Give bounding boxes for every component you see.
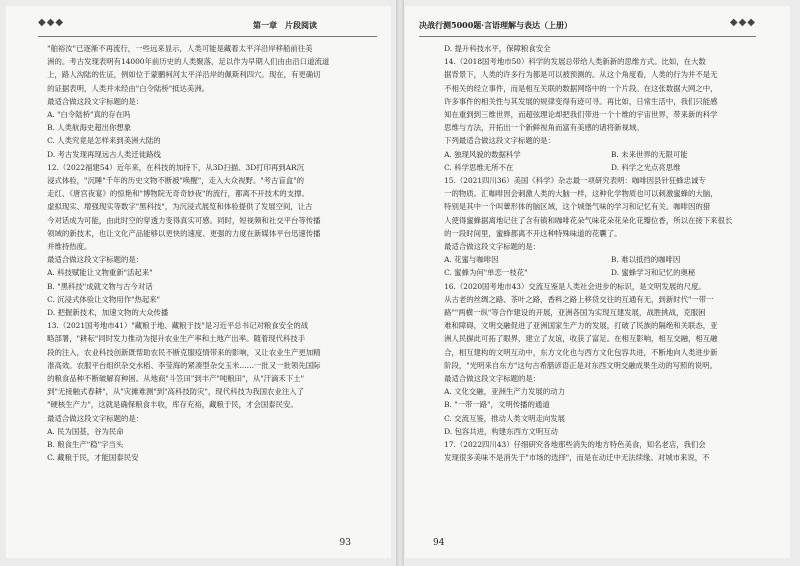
text-line: A. "白令陆桥"真的存在吗 xyxy=(47,110,131,120)
book-title: 决战行测5000题·言语理解与表达（上册） xyxy=(419,20,573,30)
left-page xyxy=(6,6,391,558)
text-line: 今对话成为可能，由此时空的穿透力变得真实可感。同时，短视频和社交平台等传播 xyxy=(47,215,321,225)
answer-option: D. 蜜蜂学习和记忆的奥秘 xyxy=(611,268,696,278)
text-line: 13.（2021国考地市41）"藏粮于地、藏粮于技"是习近平总书记对粮食安全的战 xyxy=(47,321,309,331)
text-line: 下列最适合做这段文字标题的是： xyxy=(444,136,555,146)
text-line: C. 沉浸式体验让文物用作"热起来" xyxy=(47,294,161,304)
text-line: 合，相互建构的文明互动中，东方文化也与西方文化包容共进，不断地向人类进步新 xyxy=(444,347,718,357)
text-line: D. 考古发现再现远古人类迁徙路线 xyxy=(47,149,161,159)
chapter-title: 第一章 片段阅读 xyxy=(253,20,317,30)
text-line: A. 科技赋能让文物重新"活起来" xyxy=(47,268,153,278)
text-line: 到"无接触式春耕"，从"灾摊难测"到"高科技防灾"，现代科技为我国农业注入了 xyxy=(47,387,304,397)
text-line: A. 民为国基，谷为民命 xyxy=(47,426,124,436)
text-line: 17.（2022四川43）仔细研究各地那些消失的地方特色美食，知名老店，我们会 xyxy=(444,440,706,450)
text-line: 的一段时间里，蜜蜂都离不开这种特殊味道的花囊了。 xyxy=(444,228,622,238)
text-line: 16.（2020国考地市43）交流互鉴是人类社会进步的标识，是文明发展的尺度。 xyxy=(444,281,706,291)
text-line: 洲的。考古发现表明有14000年前历史的人类聚落，足以作为早期人们由由沿口道流道 xyxy=(47,57,330,67)
header-ornament: ◆◆◆ xyxy=(729,17,756,28)
left-body-text xyxy=(36,42,376,465)
text-line: 洲人民摒此可拓了眼界，建立了友谊，收获了富足。在相互影响，相互交融，相互融 xyxy=(444,334,718,344)
right-page xyxy=(405,6,790,558)
text-line: 一的物质。汇咖啡因会刺激人类的大脑一样，这种化学物质也可以刺激蜜蜂的大脑， xyxy=(444,189,718,199)
page-number: 94 xyxy=(433,538,445,548)
answer-option: A. 独现风貌的数据科学 xyxy=(444,149,521,159)
text-line xyxy=(433,148,778,161)
text-line: B. "黑科技"成就文物与古今对话 xyxy=(47,281,153,291)
text-line: 知在重到到三维世界，而超弦理论却把我们带进一个十维的宇宙世界，带来新的科学 xyxy=(444,110,718,120)
text-line: 最适合做这段文字标题的是： xyxy=(47,96,144,106)
answer-option: C. 蜜蜂为何"单恋一枝花" xyxy=(444,268,528,278)
text-line: 浸式体验，"沉睡"千年的历史文物不断被"唤醒"，走入大众视野。"考古盲盒"的 xyxy=(47,176,304,186)
text-line: 的证据表明，人类并未经由"白令陆桥"抵达美洲。 xyxy=(47,83,210,93)
text-line: C. 交流互鉴，推动人类文明走向发展 xyxy=(444,413,566,423)
text-line: 从古老的丝绸之路、茶叶之路，香料之路上移货交往的互通有无，到新时代"一带一 xyxy=(444,294,714,304)
text-line: 不相关的经立事件，而是相互关联的数据网络中的一个片段。在这张数据大网之中， xyxy=(444,83,718,93)
text-line: D. 把握新技术，加速文物的大众传播 xyxy=(47,308,169,318)
text-line: 领域的新技术，也让文化产品能够以更快的速度、更强的力度在新媒体平台迅速传播 xyxy=(47,228,321,238)
text-line: 15.（2021四川36）美国《科学》杂志最一项研究表明：咖啡因县针狂蜂忠诚专 xyxy=(444,176,706,186)
text-line: 段的注入，农业科技创新既帮助农民不断克服疫情带来的影响，又让农业生产更加精 xyxy=(47,347,321,357)
text-line: 思维与方法，开拓出一个新鲜视角而富有美感的诸将新视域。 xyxy=(444,123,644,133)
text-line: 人使得蜜蜂据离地记住了含有镇和咖啡花朵气味花朵花朵化花瓣位香，所以在接下来很长 xyxy=(444,215,733,225)
answer-option: C. 科学思维无所不在 xyxy=(444,162,514,172)
text-line: 的粮食品种不断破解育种困。从地商"斗笠田"到丰产"吨粮田"，从"汗滴禾下土" xyxy=(47,374,304,384)
book-gutter xyxy=(396,0,404,566)
text-line: B. "一带一路"，文明传播的通道 xyxy=(444,400,550,410)
text-line: 走红、《唐宫夜宴》的惊艳和"博物院无奇奇妙夜"的流行，都离不开技术的支撑。 xyxy=(47,189,309,199)
text-line: C. 人类究竟是怎样来到美洲大陆的 xyxy=(47,136,161,146)
text-line: D. 提升科技水平，保障粮食安全 xyxy=(444,44,551,53)
text-line: 路""两横一纵"等合作建设的开展，亚洲各国为实现互建发展，战胜挑战，克服困 xyxy=(444,308,706,318)
text-line xyxy=(433,266,778,279)
text-line: 发现很多美味不是消失于"市场的选择"，而是在动迁中无法续缘。对城市来说，不 xyxy=(444,453,710,463)
left-header xyxy=(38,14,377,37)
answer-option: B. 难以抵挡的咖啡因 xyxy=(611,255,681,265)
page-number: 93 xyxy=(339,538,351,548)
text-line xyxy=(433,161,778,174)
text-line: 并维持热度。 xyxy=(47,242,92,252)
text-line: "硬核生产力"，这就是确保粮食丰收，库存充裕，藏粮于民，才会国泰民安。 xyxy=(47,400,298,410)
text-line: 准高效。农服平台组织杂交水稻、李莹海的紧凑型杂交玉米……一批又一批领先国际 xyxy=(47,360,321,370)
right-header xyxy=(419,14,756,37)
text-line: D. 包容共进，构建东西方文明互动 xyxy=(444,426,558,436)
right-body-text xyxy=(433,42,778,465)
answer-option: D. 科学之光点亮思维 xyxy=(611,162,681,172)
text-line: 许多事件的相关性与其发展的规律变得有迹可寻。再比如，日常生活中，我们只能感 xyxy=(444,96,718,106)
text-line: 最适合做这段文字标题的是： xyxy=(47,413,144,423)
text-line: B. 人类航海史超出你想象 xyxy=(47,123,132,133)
text-line: A. 文化交融，亚洲生产力发展的动力 xyxy=(444,387,565,397)
text-line: 难和障碍，文明交融促进了亚洲国家生产力的发展，打破了民族的隔绝和关联态，亚 xyxy=(444,321,718,331)
header-ornament: ◆◆◆ xyxy=(38,17,65,28)
text-line: 特别是其中一个叫蕈形体的脑区域，这个城堡气味的学习和记忆有关。咖啡因的猎 xyxy=(444,202,711,212)
answer-option: A. 花蜜与咖啡因 xyxy=(444,255,499,265)
text-line: 略部署，"耕耘"同时发力推动为提升农业生产率和土地产出率。随着现代科技手 xyxy=(47,334,306,344)
text-line: 最适合做这段文字标题的是： xyxy=(444,374,541,384)
text-line xyxy=(433,253,778,266)
text-line: 阶段，"光明来自东方"这句古希腊谚语正是对东西文明交融成果生动的写照的说明。 xyxy=(444,360,717,370)
text-line: 12.（2022福建54）近年来，在科技的加持下，从3D扫描、3D打印再到AR沉 xyxy=(47,162,304,172)
text-line: 最适合做这段文字标题的是： xyxy=(444,242,541,252)
text-line: 最适合做这段文字标题的是： xyxy=(47,255,144,265)
text-line: 14.（2018国考地市50）科学的发展总带给人类新新的思维方式。比如，在大数 xyxy=(444,57,706,67)
text-line: "舶裕汝"已逐渐不再流行，一些远来显示，人类可能是藏着太平洋沿岸移船前往美 xyxy=(47,44,313,53)
text-line: 虚拟现实、增强现实等数字"黑科技"，为沉浸式展览和体验提供了发展空间，让古 xyxy=(47,202,313,212)
text-line: 据背景下，人类的许多行为都是可以被预测的。从这个角度看，人类的行为并不是无 xyxy=(444,70,718,80)
answer-option: B. 未来世界的无限可能 xyxy=(611,149,688,159)
text-line: 上，路人沟陆的佐证，例如位于蒙鹏柯河太平洋沿岸的佩斯利四穴。现在，有更确切 xyxy=(47,70,321,80)
text-line: C. 藏粮于民，才能国泰民安 xyxy=(47,453,139,463)
text-line: B. 粮食生产"稳"字当头 xyxy=(47,440,124,450)
